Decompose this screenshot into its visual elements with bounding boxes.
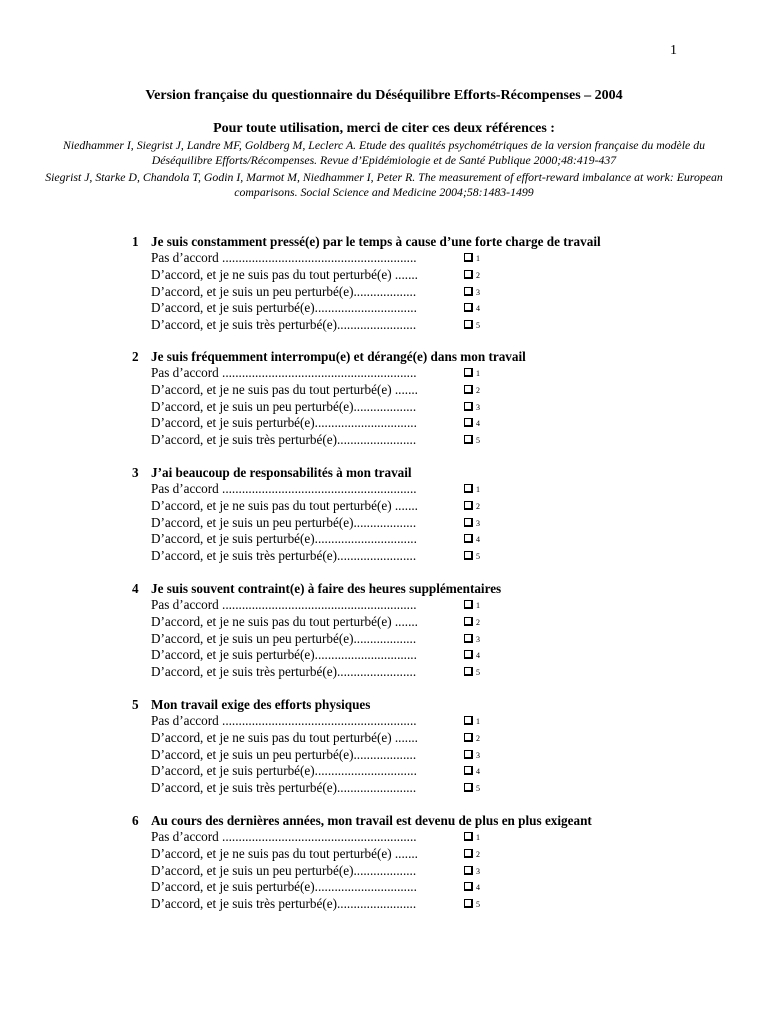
option-code: 2: [476, 849, 480, 859]
option-code: 5: [476, 900, 480, 910]
option-label: D’accord, et je suis un peu perturbé(e)...................: [151, 862, 417, 878]
answer-option: [132, 863, 692, 880]
option-label: Pas d’accord ...........................................................: [151, 250, 417, 265]
answer-checkbox[interactable]: [464, 303, 473, 312]
option-code: 2: [476, 385, 480, 395]
option-label: D’accord, et je ne suis pas du tout perturbé(e) .......: [151, 381, 418, 397]
answer-option: [132, 664, 692, 681]
option-label: D’accord, et je ne suis pas du tout perturbé(e) .......: [151, 845, 418, 861]
option-label: D’accord, et je suis perturbé(e)...............................: [151, 415, 417, 431]
question-title: [132, 465, 692, 481]
option-label: Pas d’accord ...........................................................: [151, 365, 417, 380]
answer-checkbox[interactable]: [464, 534, 473, 543]
answer-option: [132, 498, 692, 515]
answer-checkbox[interactable]: [464, 866, 473, 875]
option-code: 4: [476, 535, 480, 545]
answer-option: [132, 399, 692, 416]
answer-option: [132, 879, 692, 896]
option-code: 2: [476, 733, 480, 743]
answer-checkbox[interactable]: [464, 600, 473, 609]
option-code: 5: [476, 552, 480, 562]
answer-checkbox[interactable]: [464, 650, 473, 659]
option-code: 5: [476, 784, 480, 794]
option-label: Pas d’accord ...........................................................: [151, 829, 417, 844]
answer-checkbox[interactable]: [464, 551, 473, 560]
answer-option: [132, 614, 692, 631]
answer-option: [132, 713, 692, 730]
option-label: D’accord, et je suis un peu perturbé(e)...................: [151, 398, 417, 414]
question-title: [132, 813, 692, 829]
option-code: 3: [476, 518, 480, 528]
answer-checkbox[interactable]: [464, 667, 473, 676]
option-code: 3: [476, 866, 480, 876]
option-label: D’accord, et je suis perturbé(e)...............................: [151, 763, 417, 779]
option-label: D’accord, et je suis très perturbé(e)........................: [151, 664, 417, 680]
answer-option: [132, 531, 692, 548]
option-code: 4: [476, 304, 480, 314]
question-title: [132, 697, 692, 713]
question-number: 5: [132, 697, 139, 712]
option-code: 1: [476, 833, 480, 842]
answer-checkbox[interactable]: [464, 733, 473, 742]
answer-option: [132, 780, 692, 797]
answer-checkbox[interactable]: [464, 501, 473, 510]
option-code: 1: [476, 254, 480, 263]
answer-checkbox[interactable]: [464, 320, 473, 329]
option-code: 4: [476, 767, 480, 777]
answer-checkbox[interactable]: [464, 716, 473, 725]
answer-option: [132, 481, 692, 498]
option-code: 2: [476, 270, 480, 280]
option-label: D’accord, et je suis très perturbé(e)........................: [151, 896, 417, 912]
question-6: [132, 813, 692, 913]
answer-option: [132, 763, 692, 780]
option-code: 3: [476, 402, 480, 412]
question-5: [132, 697, 692, 797]
answer-option: [132, 300, 692, 317]
option-label: D’accord, et je suis perturbé(e)...............................: [151, 531, 417, 547]
answer-option: [132, 432, 692, 449]
option-code: 5: [476, 436, 480, 446]
document-title: Version française du questionnaire du Déséquilibre Efforts-Récompenses – 2004: [145, 88, 623, 103]
question-number: 1: [132, 234, 139, 249]
option-label: D’accord, et je suis perturbé(e)...............................: [151, 300, 417, 316]
option-code: 4: [476, 419, 480, 429]
answer-checkbox[interactable]: [464, 385, 473, 394]
option-label: D’accord, et je suis perturbé(e)...............................: [151, 879, 417, 895]
option-label: D’accord, et je suis très perturbé(e)........................: [151, 432, 417, 448]
answer-checkbox[interactable]: [464, 484, 473, 493]
option-label: Pas d’accord ...........................................................: [151, 597, 417, 612]
answer-option: [132, 548, 692, 565]
question-4: [132, 581, 692, 681]
option-code: 4: [476, 883, 480, 893]
option-code: 3: [476, 287, 480, 297]
answer-checkbox[interactable]: [464, 832, 473, 841]
answer-option: [132, 267, 692, 284]
option-code: 4: [476, 651, 480, 661]
question-1: [132, 234, 692, 334]
answer-checkbox[interactable]: [464, 882, 473, 891]
answer-checkbox[interactable]: [464, 849, 473, 858]
question-title: [132, 234, 692, 250]
option-code: 3: [476, 634, 480, 644]
option-label: D’accord, et je ne suis pas du tout perturbé(e) .......: [151, 729, 418, 745]
option-label: D’accord, et je suis un peu perturbé(e)...................: [151, 630, 417, 646]
answer-checkbox[interactable]: [464, 253, 473, 262]
answer-option: [132, 896, 692, 913]
answer-option: [132, 597, 692, 614]
answer-option: [132, 631, 692, 648]
question-number: 3: [132, 465, 139, 480]
answer-option: [132, 284, 692, 301]
question-text: Mon travail exige des efforts physiques: [151, 697, 371, 712]
answer-checkbox[interactable]: [464, 783, 473, 792]
question-text: Je suis souvent contraint(e) à faire des heures supplémentaires: [151, 581, 502, 596]
option-label: Pas d’accord ...........................................................: [151, 481, 417, 496]
answer-checkbox[interactable]: [464, 270, 473, 279]
question-text: Au cours des dernières années, mon travail est devenu de plus en plus exigeant: [151, 813, 592, 828]
option-label: D’accord, et je suis perturbé(e)...............................: [151, 647, 417, 663]
reference-1: Niedhammer I, Siegrist J, Landre MF, Goldberg M, Leclerc A. Etude des qualités psychométriques de la version française du modèle du Déséquilibre Efforts/Récompenses. Revue d’Epidémiologie et de Santé Publique 2000;48:419-437: [62, 138, 706, 167]
option-label: D’accord, et je ne suis pas du tout perturbé(e) .......: [151, 497, 418, 513]
answer-checkbox[interactable]: [464, 750, 473, 759]
question-number: 4: [132, 581, 139, 596]
option-code: 1: [476, 717, 480, 726]
answer-option: [132, 846, 692, 863]
answer-option: [132, 829, 692, 846]
option-code: 5: [476, 321, 480, 331]
answer-option: [132, 317, 692, 334]
answer-option: [132, 747, 692, 764]
option-label: D’accord, et je suis très perturbé(e)........................: [151, 780, 417, 796]
option-code: 1: [476, 485, 480, 494]
option-code: 1: [476, 601, 480, 610]
option-label: Pas d’accord ...........................................................: [151, 713, 417, 728]
answer-checkbox[interactable]: [464, 435, 473, 444]
option-code: 2: [476, 617, 480, 627]
question-text: Je suis constamment pressé(e) par le temps à cause d’une forte charge de travail: [151, 234, 601, 249]
answer-option: [132, 730, 692, 747]
answer-checkbox[interactable]: [464, 368, 473, 377]
option-code: 2: [476, 501, 480, 511]
question-number: 2: [132, 349, 139, 364]
answer-checkbox[interactable]: [464, 634, 473, 643]
option-label: D’accord, et je ne suis pas du tout perturbé(e) .......: [151, 266, 418, 282]
question-2: [132, 349, 692, 449]
answer-checkbox[interactable]: [464, 287, 473, 296]
answer-checkbox[interactable]: [464, 402, 473, 411]
answer-option: [132, 647, 692, 664]
question-title: [132, 581, 692, 597]
answer-checkbox[interactable]: [464, 899, 473, 908]
answer-option: [132, 382, 692, 399]
option-label: D’accord, et je suis très perturbé(e)........................: [151, 548, 417, 564]
answer-option: [132, 365, 692, 382]
answer-option: [132, 415, 692, 432]
page-number: 1: [670, 43, 677, 58]
answer-checkbox[interactable]: [464, 617, 473, 626]
question-text: Je suis fréquemment interrompu(e) et dérangé(e) dans mon travail: [151, 349, 526, 364]
answer-option: [132, 250, 692, 267]
option-code: 5: [476, 668, 480, 678]
citation-heading: Pour toute utilisation, merci de citer ces deux références :: [213, 121, 555, 136]
option-label: D’accord, et je ne suis pas du tout perturbé(e) .......: [151, 613, 418, 629]
option-label: D’accord, et je suis un peu perturbé(e)...................: [151, 514, 417, 530]
question-title: [132, 349, 692, 365]
question-number: 6: [132, 813, 139, 828]
answer-option: [132, 515, 692, 532]
option-label: D’accord, et je suis un peu perturbé(e)...................: [151, 283, 417, 299]
option-label: D’accord, et je suis un peu perturbé(e)...................: [151, 746, 417, 762]
answer-checkbox[interactable]: [464, 418, 473, 427]
option-code: 1: [476, 369, 480, 378]
question-text: J’ai beaucoup de responsabilités à mon travail: [151, 465, 412, 480]
answer-checkbox[interactable]: [464, 766, 473, 775]
reference-2: Siegrist J, Starke D, Chandola T, Godin I, Marmot M, Niedhammer I, Peter R. The measurement of effort-reward imbalance at work: European comparisons. Social Science and Medicine 2004;58:1483-1499: [45, 170, 723, 199]
option-label: D’accord, et je suis très perturbé(e)........................: [151, 317, 417, 333]
option-code: 3: [476, 750, 480, 760]
question-3: [132, 465, 692, 565]
answer-checkbox[interactable]: [464, 518, 473, 527]
